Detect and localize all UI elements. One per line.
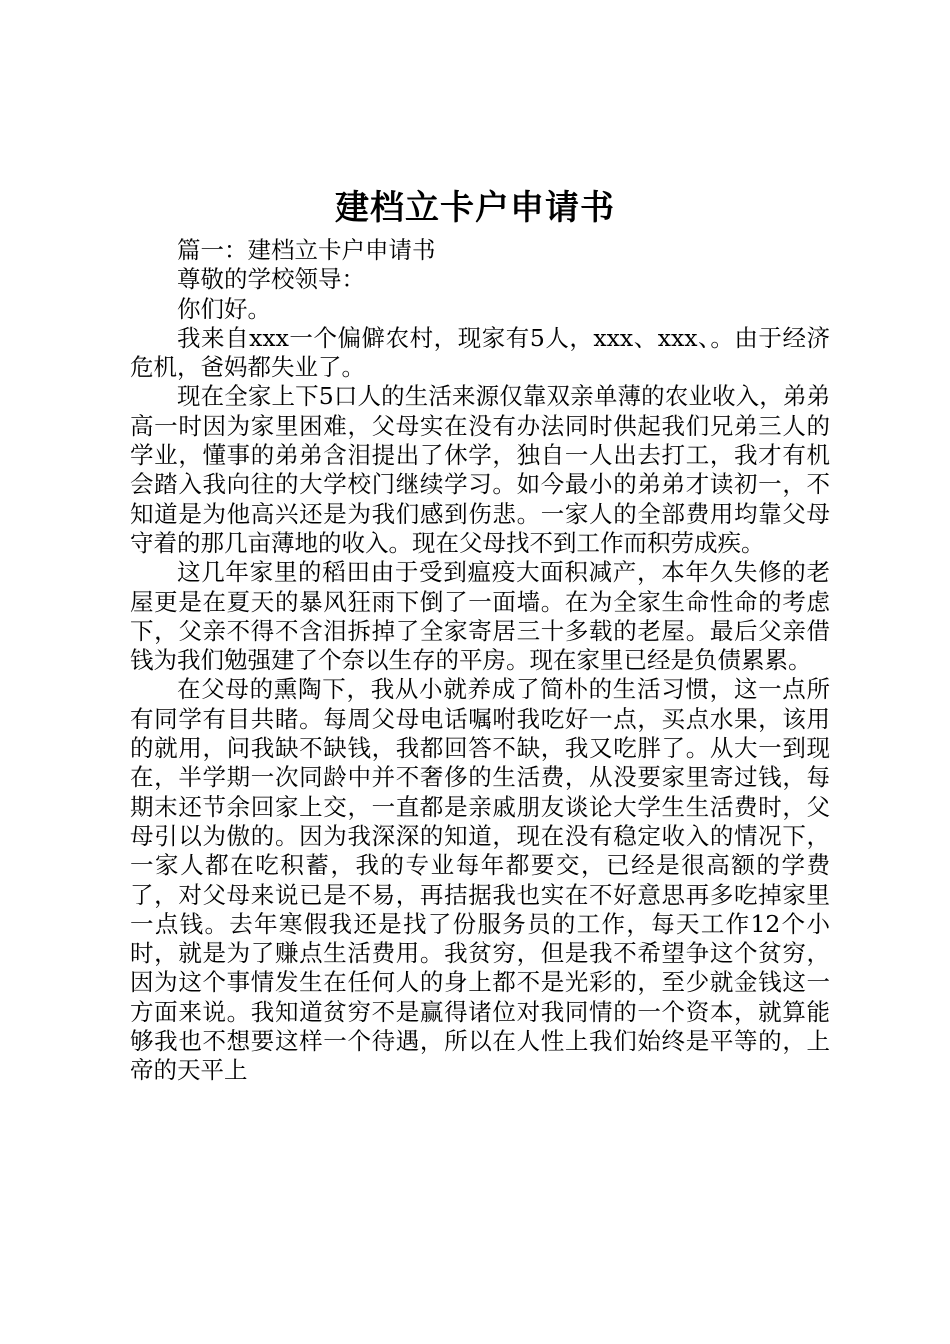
paragraph-family-situation: 我来自xxx一个偏僻农村，现家有5人，xxx、xxx、。由于经济危机，爸妈都失业了。 (130, 323, 830, 382)
document-body (130, 236, 830, 1086)
paragraph-frugal-life: 在父母的熏陶下，我从小就养成了简朴的生活习惯，这一点所有同学有目共睹。每周父母电话嘱咐我吃好一点，买点水果，该用的就用，问我缺不缺钱，我都回答不缺，我又吃胖了。从大一到现在，半学期一次同龄中并不奢侈的生活费，从没要家里寄过钱，每期末还节余回家上交，一直都是亲戚朋友谈论大学生生活费时，父母引以为傲的。因为我深深的知道，现在没有稳定收入的情况下，一家人都在吃积蓄，我的专业每年都要交，已经是很高额的学费了，对父母来说已是不易，再拮据我也实在不好意思再多吃掉家里一点钱。去年寒假我还是找了份服务员的工作，每天工作12个小时，就是为了赚点生活费用。我贫穷，但是我不希望争这个贫穷，因为这个事情发生在任何人的身上都不是光彩的，至少就金钱这一方面来说。我知道贫穷不是赢得诸位对我同情的一个资本，就算能够我也不想要这样一个待遇，所以在人性上我们始终是平等的，上帝的天平上 (130, 675, 830, 1085)
paragraph-house-damage: 这几年家里的稻田由于受到瘟疫大面积减产，本年久失修的老屋更是在夏天的暴风狂雨下倒了一面墙。在为全家生命性命的考虑下，父亲不得不含泪拆掉了全家寄居三十多载的老屋。最后父亲借钱为我们勉强建了个奈以生存的平房。现在家里已经是负债累累。 (130, 558, 830, 675)
section-heading: 篇一：建档立卡户申请书 (177, 236, 436, 264)
salutation: 尊敬的学校领导： (177, 265, 365, 294)
greeting: 你们好。 (177, 294, 271, 323)
paragraph-family-income: 现在全家上下5口人的生活来源仅靠双亲单薄的农业收入，弟弟高一时因为家里困难，父母实在没有办法同时供起我们兄弟三人的学业，懂事的弟弟含泪提出了休学，独自一人出去打工，我才有机会踏入我向往的大学校门继续学习。如今最小的弟弟才读初一，不知道是为他高兴还是为我们感到伤悲。一家人的全部费用均靠父母守着的那几亩薄地的收入。现在父母找不到工作而积劳成疾。 (130, 382, 830, 557)
document-title: 建档立卡户申请书 (335, 188, 615, 228)
